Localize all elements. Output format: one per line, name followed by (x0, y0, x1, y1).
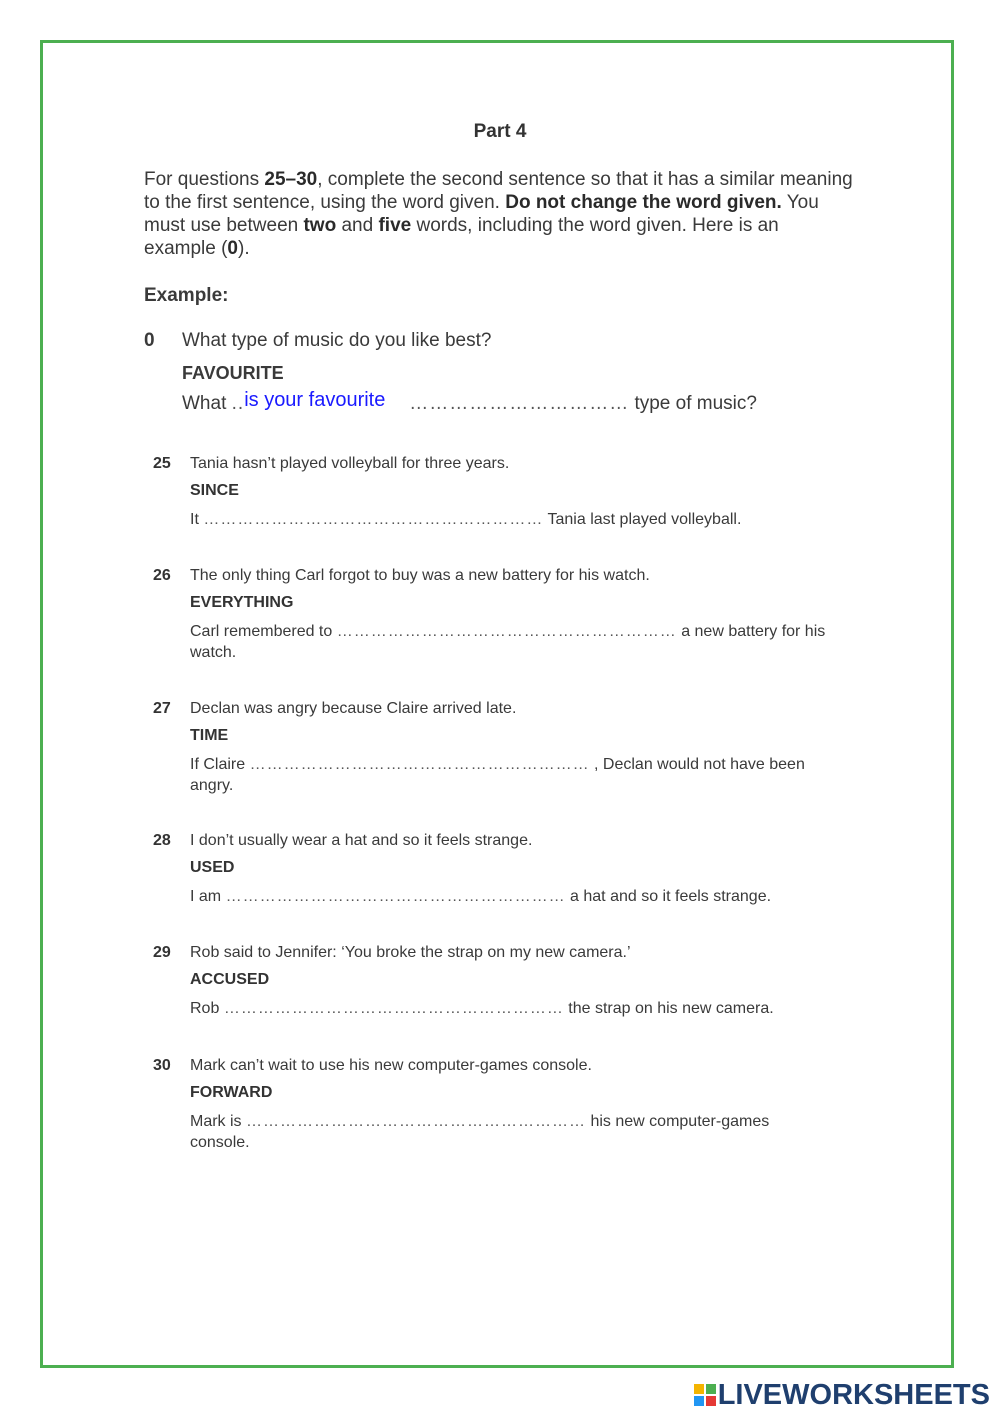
question-sentence: Declan was angry because Claire arrived late. (190, 700, 517, 717)
question-number: 27 (153, 700, 171, 717)
example-answer-line: What ..is your favourite …………………………… type of music? (182, 392, 757, 415)
question-sentence: Tania hasn’t played volleyball for three years. (190, 455, 510, 472)
question-number: 29 (153, 944, 171, 961)
question-keyword: USED (190, 859, 235, 876)
question-sentence: The only thing Carl forgot to buy was a new battery for his watch. (190, 567, 650, 584)
question-answer-line: If Claire …………………………………………………… , Declan would not have been angry. (190, 756, 805, 794)
question-keyword: SINCE (190, 482, 239, 499)
question-number: 25 (153, 455, 171, 472)
question-keyword: EVERYTHING (190, 594, 294, 611)
liveworksheets-brand[interactable] (694, 1379, 990, 1412)
question-keyword: TIME (190, 727, 229, 744)
question-number: 28 (153, 832, 171, 849)
example-answer-input[interactable] (244, 389, 409, 412)
question-sentence: Rob said to Jennifer: ‘You broke the strap on my new camera.’ (190, 944, 631, 961)
brand-name: LIVEWORKSHEETS (717, 1379, 990, 1411)
page-title: Part 4 (473, 121, 527, 142)
question-number: 30 (153, 1057, 171, 1074)
liveworksheets-logo-icon (694, 1381, 716, 1403)
example-number: 0 (144, 330, 155, 351)
question-keyword: FORWARD (190, 1084, 273, 1101)
example-heading: Example: (144, 285, 229, 306)
example-sentence: What type of music do you like best? (182, 330, 492, 351)
question-sentence: I don’t usually wear a hat and so it feels strange. (190, 832, 533, 849)
question-number: 26 (153, 567, 171, 584)
question-answer-line: Mark is …………………………………………………… his new computer-games console. (190, 1113, 770, 1151)
question-sentence: Mark can’t wait to use his new computer-games console. (190, 1057, 592, 1074)
example-keyword: FAVOURITE (182, 363, 284, 383)
question-answer-line: It …………………………………………………… Tania last played volleyball. (190, 511, 742, 528)
question-keyword: ACCUSED (190, 971, 270, 988)
instructions: For questions 25–30, complete the second sentence so that it has a similar meaning to the first sentence, using the word given. Do not change the word given. You must use between two and five words, including the word given. Here is an example (0). (144, 169, 853, 259)
question-answer-line: Carl remembered to …………………………………………………… a new battery for his watch. (190, 623, 826, 661)
question-answer-line: I am …………………………………………………… a hat and so it feels strange. (190, 888, 772, 905)
question-answer-line: Rob …………………………………………………… the strap on his new camera. (190, 1000, 774, 1017)
